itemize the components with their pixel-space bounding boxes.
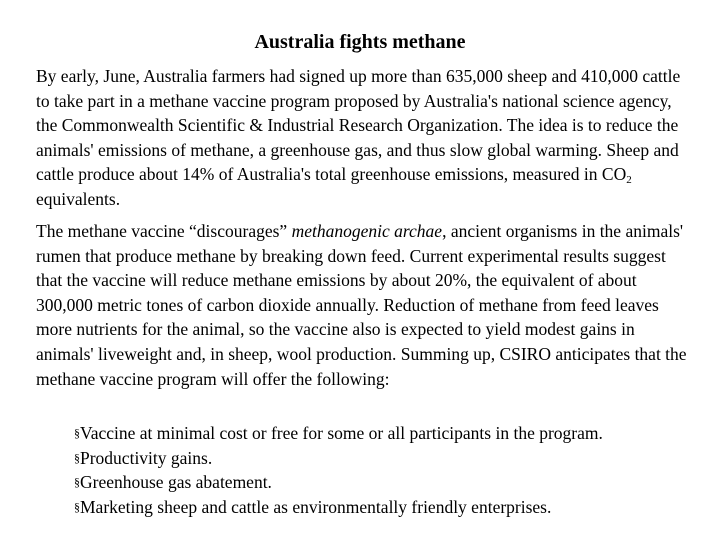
paragraph-intro-text-end: equivalents. bbox=[36, 188, 121, 209]
list-item bbox=[74, 470, 714, 495]
list-item-text: Vaccine at minimal cost or free for some or all participants in the program. bbox=[80, 423, 603, 443]
list-item bbox=[74, 421, 714, 446]
paragraph-vaccine-text: The methane vaccine “discourages” bbox=[36, 221, 292, 241]
slide-title: Australia fights methane bbox=[254, 31, 466, 53]
paragraph-intro-text: By early, June, Australia farmers had signed up more than 635,000 sheep and 410,000 cattle to take part in a methane vaccine program proposed by Australia's national science agency, the Commonwealth Scientific & Industrial Research Organization. The idea is to reduce the animals' emissions of methane, a greenhouse gas, and thus slow global warming. Sheep and cattle produce about 14% of Australia's total greenhouse emissions, measured in CO bbox=[36, 66, 681, 185]
list-item bbox=[74, 495, 714, 520]
paragraph-intro bbox=[36, 64, 696, 212]
list-item-text: Productivity gains. bbox=[80, 447, 213, 468]
list-item bbox=[74, 446, 714, 471]
list-item-text: Greenhouse gas abatement. bbox=[80, 472, 272, 493]
paragraph-vaccine-text-end: , ancient organisms in the animals' rumen that produce methane by breaking down feed. Current experimental results suggest that the vaccine will reduce methane emissions by about 20%, the equivalent of about 300,000 metric tones of carbon dioxide annually. Reduction of methane from feed leaves more nutrients for the animal, so the vaccine also is expected to yield modest gains in animals' liveweight and, in sheep, wool production. Summing up, CSIRO anticipates that the methane vaccine program will offer the following: bbox=[36, 221, 687, 389]
co2-subscript: 2 bbox=[626, 174, 632, 187]
benefits-list bbox=[74, 421, 714, 519]
paragraph-vaccine bbox=[36, 219, 696, 391]
bullet-icon: § bbox=[74, 499, 80, 514]
organism-name: methanogenic archae bbox=[291, 221, 443, 241]
bullet-icon: § bbox=[74, 450, 80, 465]
list-item-text: Marketing sheep and cattle as environmentally friendly enterprises. bbox=[80, 496, 552, 517]
bullet-icon: § bbox=[74, 475, 80, 490]
bullet-icon: § bbox=[74, 426, 80, 440]
